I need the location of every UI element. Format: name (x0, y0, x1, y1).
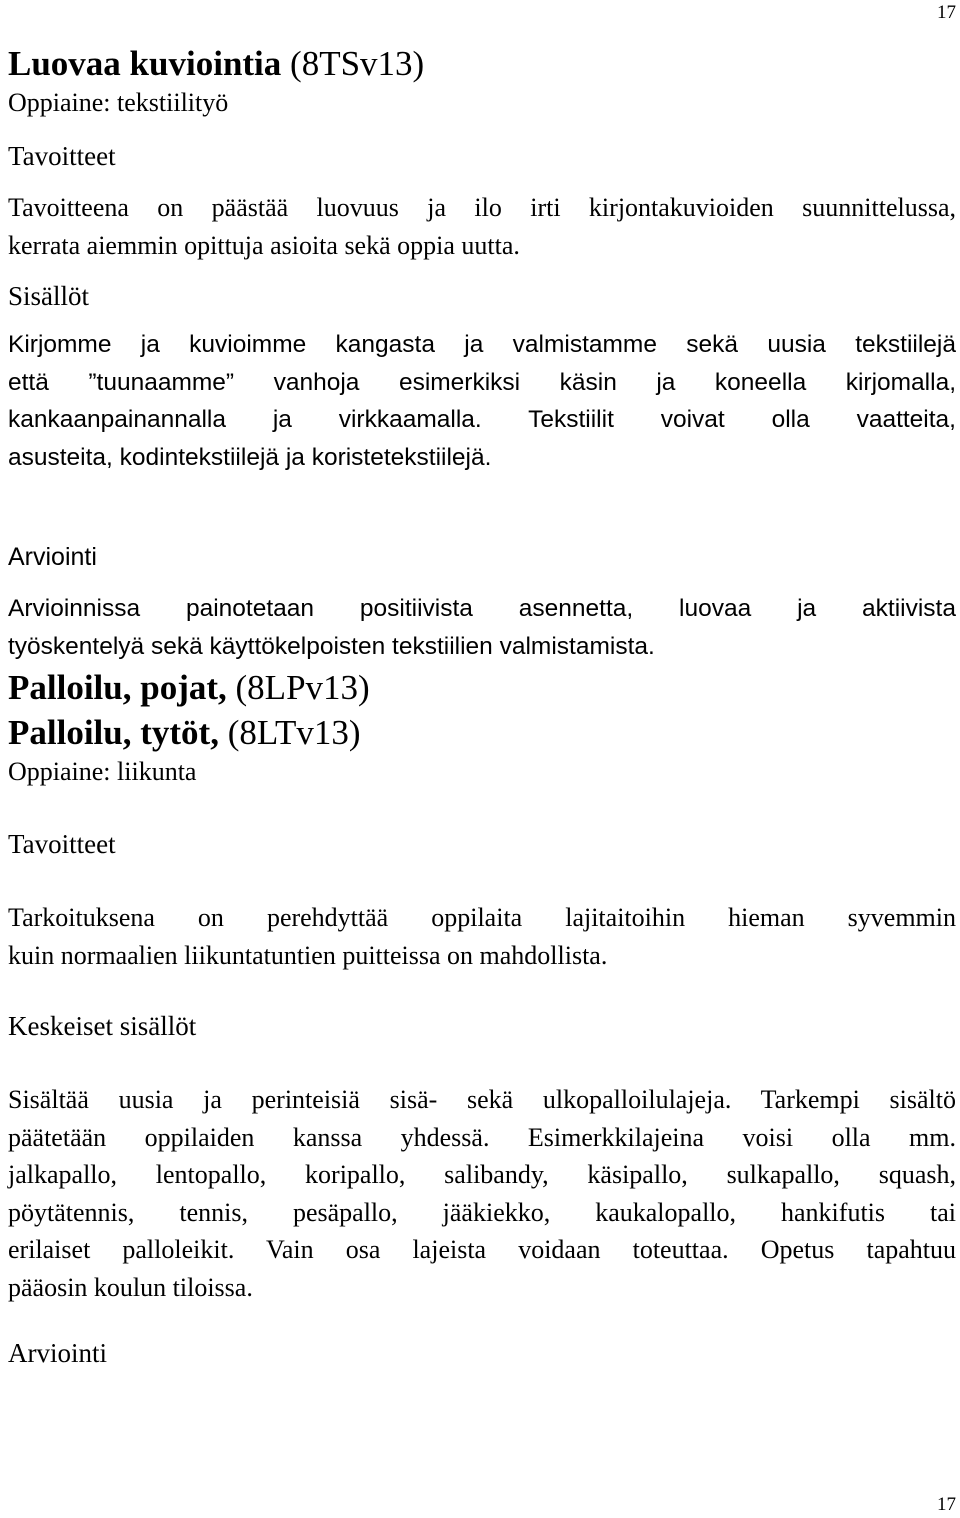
subject-line: Oppiaine: tekstiilityö (8, 88, 229, 117)
goals-heading: Tavoitteet (8, 829, 116, 859)
goals-paragraph (8, 899, 956, 974)
course-title-name: Palloilu, pojat, (8, 668, 227, 707)
contents-paragraph (8, 1081, 956, 1306)
contents-line: päätetään oppilaiden kanssa yhdessä. Esimerkkilajeina voisi olla mm. (8, 1122, 956, 1152)
contents-line: asusteita, kodintekstiilejä ja koristetekstiilejä. (8, 443, 492, 471)
contents-line: Sisältää uusia ja perinteisiä sisä- sekä ulkopalloilulajeja. Tarkempi sisältö (8, 1085, 956, 1114)
contents-paragraph (8, 326, 956, 476)
contents-heading: Sisällöt (8, 281, 90, 311)
course-title-name: Luovaa kuviointia (8, 44, 282, 83)
course-title-luovaa-kuviointia (8, 44, 424, 84)
assessment-line: Arvioinnissa painotetaan positiivista asennetta, luovaa ja aktiivista (8, 595, 956, 622)
assessment-heading: Arviointi (8, 1338, 107, 1368)
course-code: (8LTv13) (218, 713, 361, 752)
assessment-heading: Arviointi (8, 543, 97, 571)
contents-line: kankaanpainannalla ja virkkaamalla. Tekstiilit voivat olla vaatteita, (8, 406, 956, 433)
assessment-line: työskentelyä sekä käyttökelpoisten tekstiilien valmistamista. (8, 632, 655, 660)
contents-line: pääosin koulun tiloissa. (8, 1272, 253, 1302)
contents-line: Kirjomme ja kuvioimme kangasta ja valmistamme sekä uusia tekstiilejä (8, 331, 956, 358)
goals-heading: Tavoitteet (8, 141, 116, 171)
course-title-palloilu-pojat (8, 668, 370, 708)
contents-line: erilaiset palloleikit. Vain osa lajeista voidaan toteuttaa. Opetus tapahtuu (8, 1235, 956, 1264)
contents-line: että ”tuunaamme” vanhoja esimerkiksi käsin ja koneella kirjomalla, (8, 368, 956, 396)
course-title-name: Palloilu, tytöt, (8, 713, 219, 752)
course-code: (8LPv13) (226, 668, 370, 707)
page-number-top: 17 (937, 2, 956, 23)
goals-line: Tavoitteena on päästää luovuus ja ilo irti kirjontakuvioiden suunnittelussa, (8, 193, 956, 222)
course-code: (8TSv13) (281, 44, 425, 83)
goals-line: kuin normaalien liikuntatuntien puitteissa on mahdollista. (8, 940, 608, 970)
course-title-palloilu-tytot (8, 713, 361, 753)
goals-line: kerrata aiemmin opittuja asioita sekä oppia uutta. (8, 230, 520, 260)
goals-line: Tarkoituksena on perehdyttää oppilaita lajitaitoihin hieman syvemmin (8, 903, 956, 932)
contents-heading: Keskeiset sisällöt (8, 1011, 197, 1041)
assessment-paragraph (8, 590, 956, 665)
subject-line: Oppiaine: liikunta (8, 757, 197, 786)
page-number-bottom: 17 (937, 1494, 956, 1515)
contents-line: jalkapallo, lentopallo, koripallo, salibandy, käsipallo, sulkapallo, squash, (8, 1160, 956, 1189)
contents-line: pöytätennis, tennis, pesäpallo, jääkiekko, kaukalopallo, hankifutis tai (8, 1197, 956, 1227)
goals-paragraph (8, 189, 956, 264)
